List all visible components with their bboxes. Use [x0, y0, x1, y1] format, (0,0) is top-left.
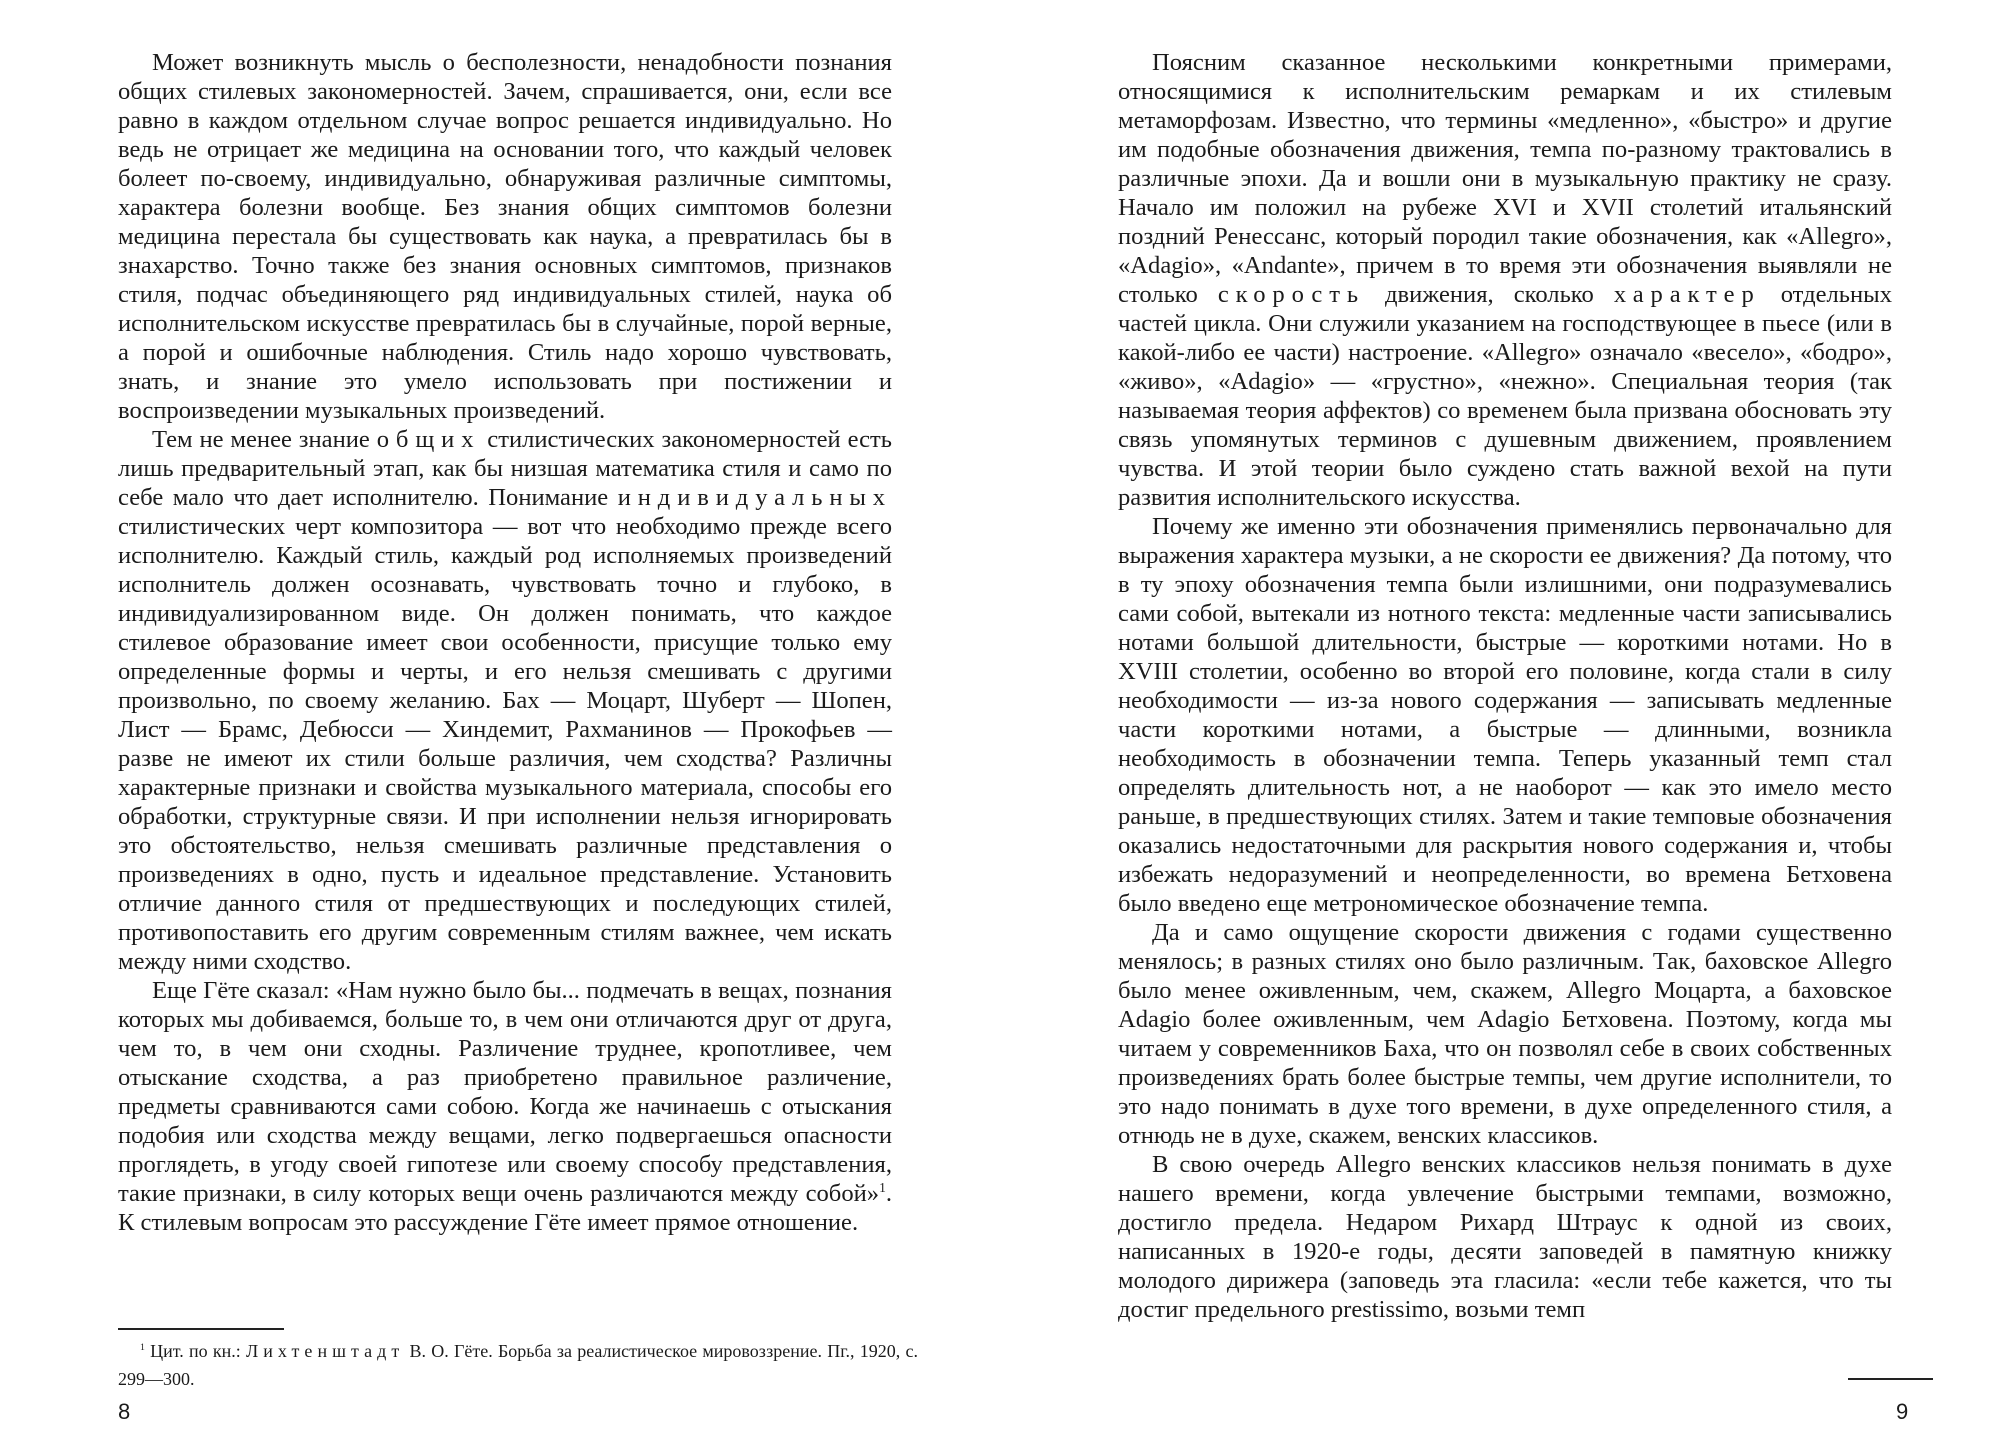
- paragraph: [118, 48, 892, 425]
- left-page-text: [118, 48, 892, 1237]
- text-run: Почему же именно эти обозначения применялись первоначально для выражения характера музыки, а не скорости ее движения? Да потому, что в ту эпоху обозначения темпа были излишними, они подразумевались сами собой, вытекали из нотного текста: медленные части записывались нотами большой длительности, быстрые — короткими нотами. Но в XVIII столетии, особенно во второй его половине, когда стали в силу необходимости — из-за нового содержания — записывать медленные части короткими нотами, а быстрые — длинными, возникла необходимость в обозначении темпа. Теперь указанный темп стал определять длительность нот, а не наоборот — как это имело место раньше, в предшествующих стилях. Затем и такие темповые обозначения оказались недостаточными для раскрытия нового содержания и, чтобы избежать недоразумений и неопределенности, во времена Бетховена было введено еще метрономическое обозначение темпа.: [1118, 513, 1892, 917]
- emphasized-text: Лихтенштадт: [246, 1341, 405, 1361]
- text-run: стилистических черт композитора — вот что необходимо прежде всего исполнителю. Каждый стиль, каждый род исполняемых произведений исполнитель должен осознавать, чувствовать точно и глубоко, в индивидуализированном виде. Он должен понимать, что каждое стилевое образование имеет свои особенности, присущие только ему определенные формы и черты, и его нельзя смешивать с другими произвольно, по своему желанию. Бах — Моцарт, Шуберт — Шопен, Лист — Брамс, Дебюсси — Хиндемит, Рахманинов — Прокофьев — разве не имеют их стили больше различия, чем сходства? Различны характерные признаки и свойства музыкального материала, способы его обработки, структурные связи. И при исполнении нельзя игнорировать это обстоятельство, нельзя смешивать различные представления о произведениях в одно, пусть и идеальное представление. Установить отличие данного стиля от предшествующих и последующих стилей, противопоставить его другим современным стилям важнее, чем искать между ними сходство.: [118, 513, 892, 975]
- paragraph: [1118, 48, 1892, 512]
- right-page: [1000, 0, 2000, 1445]
- emphasized-text: характер: [1613, 281, 1761, 308]
- text-run: движения, сколько: [1364, 281, 1614, 308]
- text-run: Тем не менее знание: [152, 426, 377, 453]
- emphasized-text: скорость: [1217, 281, 1365, 308]
- text-run: Цит. по кн.:: [144, 1341, 246, 1361]
- footnote-divider: [118, 1328, 284, 1330]
- emphasized-text: общих: [376, 426, 481, 453]
- paragraph: [1118, 918, 1892, 1150]
- text-run: стилистических закономерностей есть лишь предварительный этап, как бы низшая математика стиля и само по себе мало что дает исполнителю. Понимание: [118, 426, 892, 511]
- text-run: В. О. Гёте. Борьба за реалистическое мировоззрение. Пг., 1920, с. 299—300.: [118, 1341, 918, 1389]
- footnote: [118, 1337, 918, 1393]
- text-run: Да и само ощущение скорости движения с годами существенно менялось; в разных стилях оно было различным. Так, баховское Allegro было менее оживленным, чем, скажем, Allegro Моцарта, а баховское Adagio более оживленным, чем Adagio Бетховена. Поэтому, когда мы читаем у современников Баха, что он позволял себе в своих собственных произведениях брать более быстрые темпы, чем другие исполнители, то это надо понимать в духе того времени, в духе определенного стиля, а отнюдь не в духе, скажем, венских классиков.: [1118, 919, 1892, 1149]
- text-run: Может возникнуть мысль о бесполезности, ненадобности познания общих стилевых закономерностей. Зачем, спрашивается, они, если все равно в каждом отдельном случае вопрос решается индивидуально. Но ведь не отрицает же медицина на основании того, что каждый человек болеет по-своему, индивидуально, обнаруживая различные симптомы, характера болезни вообще. Без знания общих симптомов болезни медицина перестала бы существовать как наука, а превратилась бы в знахарство. Точно также без знания основных симптомов, признаков стиля, подчас объединяющего ряд индивидуальных стилей, наука об исполнительском искусстве превратилась бы в случайные, порой верные, а порой и ошибочные наблюдения. Стиль надо хорошо чувствовать, знать, и знание это умело использовать при постижении и воспроизведении музыкальных произведений.: [118, 49, 892, 424]
- page-bottom-rule: [1848, 1378, 1933, 1380]
- paragraph: [118, 425, 892, 976]
- page-number-left: 8: [118, 1399, 131, 1424]
- text-run: В свою очередь Allegro венских классиков нельзя понимать в духе нашего времени, когда увлечение быстрыми темпами, возможно, достигло предела. Недаром Рихард Штраус к одной из своих, написанных в 1920-е годы, десяти заповедей в памятную книжку молодого дирижера (заповедь эта гласила: «если тебе кажется, что ты достиг предельного prestissimo, возьми темп: [1118, 1151, 1892, 1323]
- emphasized-text: индивидуальных: [617, 484, 892, 511]
- paragraph: [118, 976, 892, 1237]
- page-number-right: 9: [1896, 1399, 1909, 1424]
- text-run: Еще Гёте сказал: «Нам нужно было бы... подмечать в вещах, познания которых мы добиваемся, больше то, в чем они отличаются друг от друга, чем то, в чем они сходны. Различение труднее, кропотливее, чем отыскание сходства, а раз приобретено правильное различение, предметы сравниваются сами собою. Когда же начинаешь с отыскания подобия или сходства между вещами, легко подвергаешься опасности проглядеть, в угоду своей гипотезе или своему способу представления, такие признаки, в силу которых вещи очень различаются между собой»: [118, 977, 892, 1207]
- text-run: отдельных частей цикла. Они служили указанием на господствующее в пьесе (или в какой-либо ее части) настроение. «Allegro» означало «весело», «бодро», «живо», «Adagio» — «грустно», «нежно». Специальная теория (так называемая теория аффектов) со временем была призвана обосновать эту связь упомянутых терминов с душевным движением, проявлением чувства. И этой теории было суждено стать важной вехой на пути развития исполнительского искусства.: [1118, 281, 1892, 511]
- paragraph: [1118, 512, 1892, 918]
- right-page-text: [1118, 48, 1892, 1324]
- paragraph: [1118, 1150, 1892, 1324]
- text-run: Поясним сказанное несколькими конкретными примерами, относящимися к исполнительским ремаркам и их стилевым метаморфозам. Известно, что термины «медленно», «быстро» и другие им подобные обозначения движения, темпа по-разному трактовались в различные эпохи. Да и вошли они в музыкальную практику не сразу. Начало им положил на рубеже XVI и XVII столетий итальянский поздний Ренессанс, который породил такие обозначения, как «Allegro», «Adagio», «Andante», причем в то время эти обозначения выявляли не столько: [1118, 49, 1892, 308]
- footnote-marker: 1: [140, 1342, 145, 1353]
- text-run: . К стилевым вопросам это рассуждение Гёте имеет прямое отношение.: [118, 1180, 892, 1236]
- footnote-marker: 1: [879, 1179, 886, 1195]
